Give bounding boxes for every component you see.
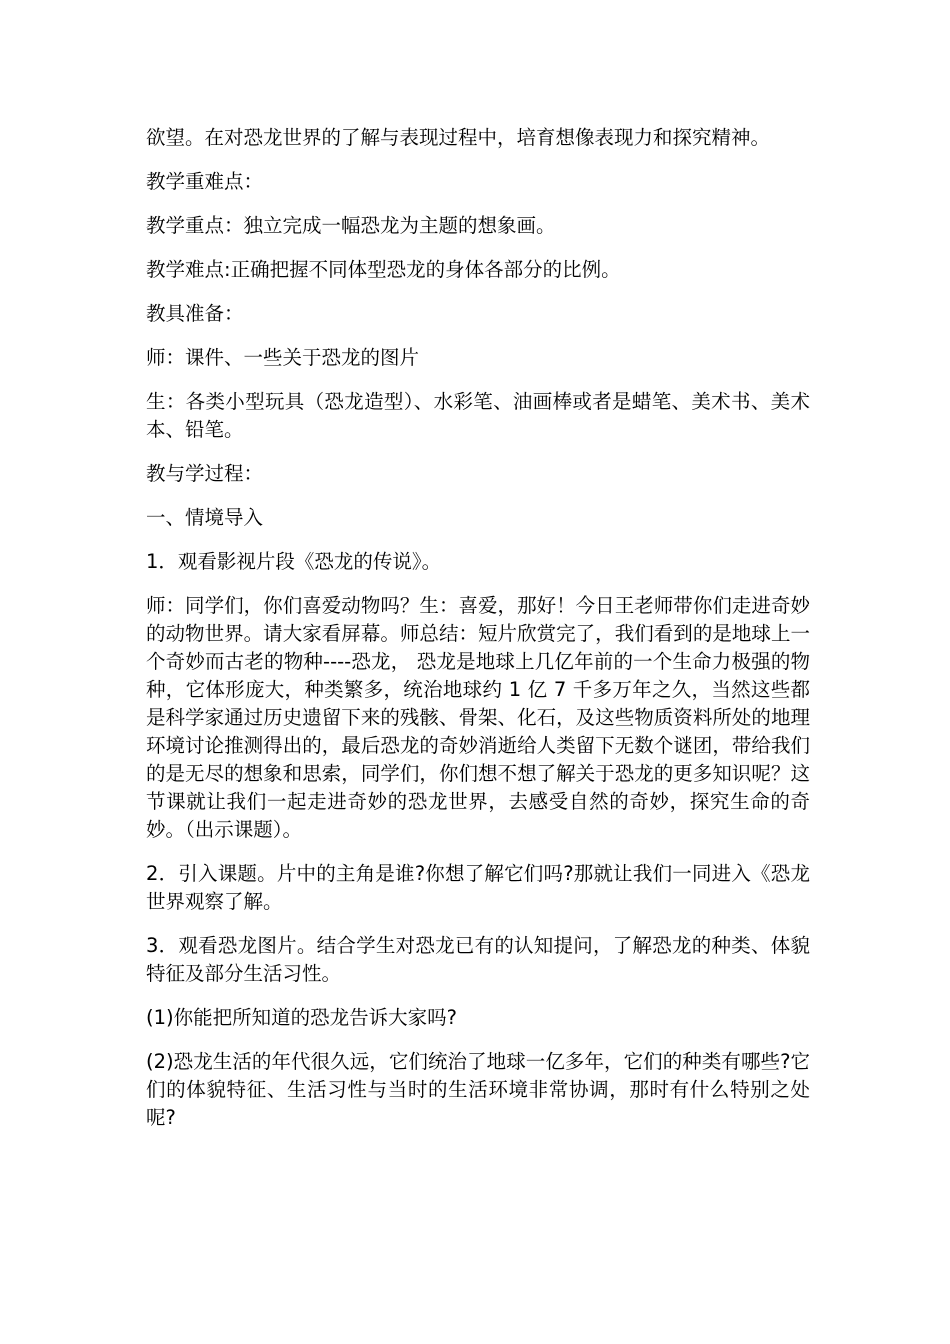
list-item-2: 2．引入课题。片中的主角是谁?你想了解它们吗?那就让我们一同进入《恐龙世界观察了解。 bbox=[146, 862, 810, 913]
sub-item-2: (2)恐龙生活的年代很久远，它们统治了地球一亿多年，它们的种类有哪些?它们的体貌特征、生活习性与当时的生活环境非常协调，那时有什么特别之处呢? bbox=[146, 1050, 810, 1129]
paragraph-dialogue: 师：同学们，你们喜爱动物吗？生：喜爱，那好！今日王老师带你们走进奇妙的动物世界。请大家看屏幕。师总结：短片欣赏完了，我们看到的是地球上一个奇妙而古老的物种----恐龙， 恐龙是地球上几亿年前的一个生命力极强的物种，它体形庞大，种类繁多，统治地球约 1 亿 7 千多万年之久，当然这些都是科学家通过历史遗留下来的残骸、骨架、化石，及这些物质资料所处的地理环境讨论推测得出的，最后恐龙的奇妙消逝给人类留下无数个谜团，带给我们的是无尽的想象和思索，同学们，你们想不想了解关于恐龙的更多知识呢？这节课就让我们一起走进奇妙的恐龙世界，去感受自然的奇妙，探究生命的奇妙。（出示课题）。 bbox=[146, 594, 810, 841]
paragraph-difficulty: 教学难点:正确把握不同体型恐龙的身体各部分的比例。 bbox=[146, 258, 621, 281]
list-item-1: 1．观看影视片段《恐龙的传说》。 bbox=[146, 550, 442, 573]
paragraph-continuation: 欲望。在对恐龙世界的了解与表现过程中，培育想像表现力和探究精神。 bbox=[146, 126, 771, 149]
document-body bbox=[146, 124, 810, 1148]
heading-key-points: 教学重难点： bbox=[146, 170, 264, 193]
heading-section-one: 一、情境导入 bbox=[146, 506, 264, 529]
heading-process: 教与学过程： bbox=[146, 462, 264, 485]
paragraph-teacher-materials: 师：课件、一些关于恐龙的图片 bbox=[146, 346, 420, 369]
sub-item-1: (1)你能把所知道的恐龙告诉大家吗? bbox=[146, 1006, 457, 1029]
list-item-3: 3．观看恐龙图片。结合学生对恐龙已有的认知提问，了解恐龙的种类、体貌特征及部分生活习性。 bbox=[146, 934, 810, 985]
heading-materials: 教具准备： bbox=[146, 302, 244, 325]
paragraph-student-materials: 生：各类小型玩具（恐龙造型）、水彩笔、油画棒或者是蜡笔、美术书、美术本、铅笔。 bbox=[146, 390, 810, 441]
paragraph-key-point: 教学重点：独立完成一幅恐龙为主题的想象画。 bbox=[146, 214, 556, 237]
